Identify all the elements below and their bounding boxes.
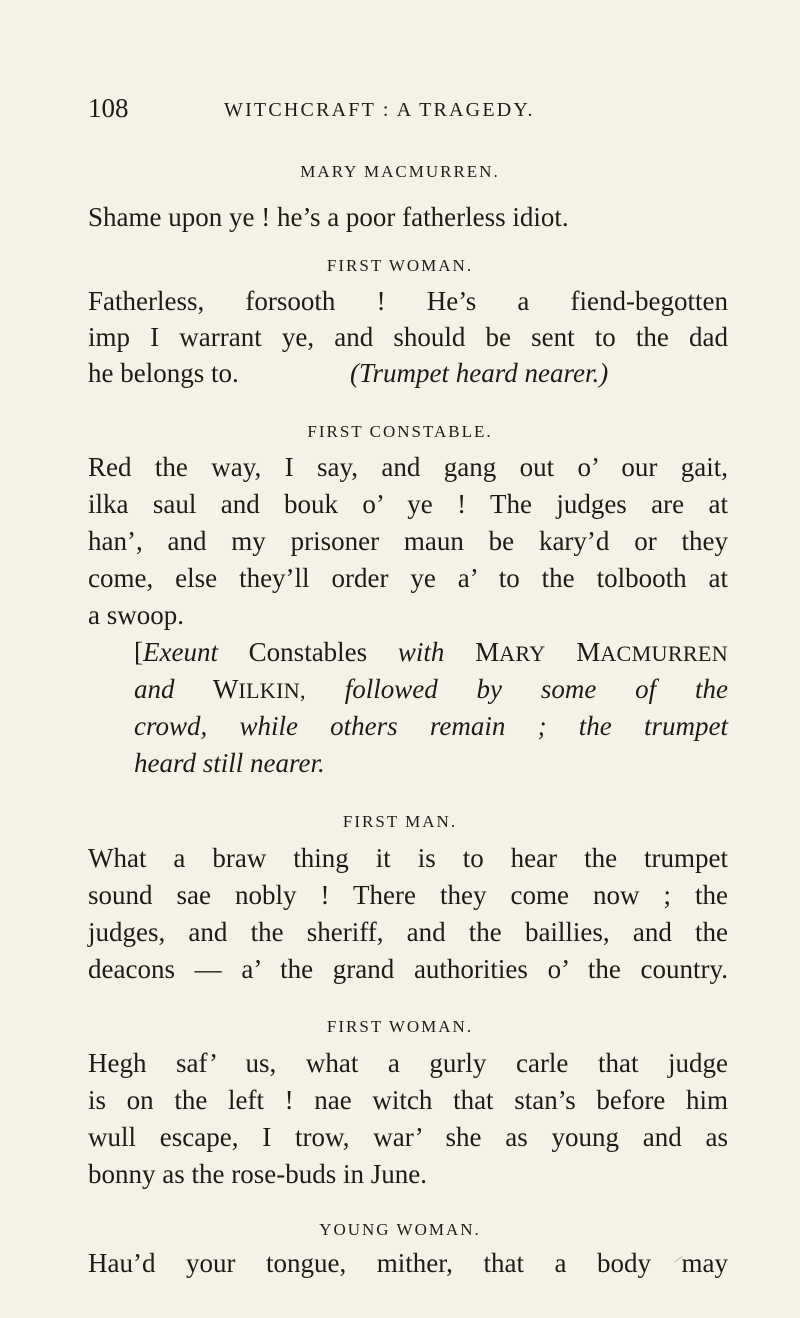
direction-text: followed by some of the xyxy=(344,674,728,704)
initial: M xyxy=(576,637,601,667)
constables: Constables xyxy=(248,637,368,667)
text-line: What a braw thing it is to hear the trumpet xyxy=(88,843,728,873)
text-line: come, else they’ll order ye a’ to the tolbooth at xyxy=(88,563,728,593)
text-line: ilka saul and bouk o’ ye ! The judges are at xyxy=(88,489,728,519)
text-line: han’, and my prisoner maun be kary’d or they xyxy=(88,526,728,556)
exeunt: Exeunt xyxy=(143,637,218,667)
text-line: Shame upon ye ! he’s a poor fatherless idiot. xyxy=(88,202,569,232)
speaker-heading: FIRST WOMAN. xyxy=(326,1017,474,1036)
character-name xyxy=(475,637,545,667)
page-header xyxy=(88,92,728,142)
speaker-heading: FIRST CONSTABLE. xyxy=(307,422,493,441)
initial: M xyxy=(475,637,500,667)
character-name xyxy=(576,637,728,667)
speaker-heading: FIRST WOMAN. xyxy=(326,256,474,275)
stage-direction-line xyxy=(134,635,728,671)
text-line: Hegh saf’ us, what a gurly carle that judge xyxy=(88,1048,728,1078)
text-line: Red the way, I say, and gang out o’ our gait, xyxy=(88,452,728,482)
text-line: is on the left ! nae witch that stan’s before him xyxy=(88,1085,728,1115)
text-line xyxy=(88,356,728,390)
text-line: wull escape, I trow, war’ she as young and as xyxy=(88,1122,728,1152)
text-line: bonny as the rose-buds in June. xyxy=(88,1159,427,1189)
text-line: judges, and the sheriff, and the baillies, and the xyxy=(88,917,728,947)
stage-direction-line: crowd, while others remain ; the trumpet xyxy=(134,711,728,741)
text-line: sound sae nobly ! There they come now ; the xyxy=(88,880,728,910)
text-line: deacons — a’ the grand authorities o’ the country. xyxy=(88,954,728,984)
small-caps: ARY xyxy=(499,641,546,666)
character-name xyxy=(213,674,306,704)
with: with xyxy=(397,637,445,667)
line-text: he belongs to. xyxy=(88,358,239,388)
speaker-heading: MARY MACMURREN. xyxy=(300,162,500,181)
text-line: Fatherless, forsooth ! He’s a fiend-begotten xyxy=(88,286,728,316)
initial: W xyxy=(212,674,239,704)
stage-direction-line: heard still nearer. xyxy=(134,748,325,778)
running-title: WITCHCRAFT : A TRAGEDY. xyxy=(224,99,535,121)
text-line: Hau’d your tongue, mither, that a body may xyxy=(88,1248,728,1278)
stage-direction-line xyxy=(134,672,728,708)
text-line: imp I warrant ye, and should be sent to the dad xyxy=(88,322,728,352)
and: and xyxy=(134,674,175,704)
speaker-heading: FIRST MAN. xyxy=(342,812,458,831)
page-number: 108 xyxy=(88,93,129,123)
text-line: a swoop. xyxy=(88,600,184,630)
small-caps: ACMURREN xyxy=(600,641,729,666)
speaker-heading: YOUNG WOMAN. xyxy=(319,1220,481,1239)
bracket: [ xyxy=(134,637,143,667)
stage-direction-inline: (Trumpet heard nearer.) xyxy=(350,358,609,388)
small-caps: ILKIN, xyxy=(238,678,306,703)
